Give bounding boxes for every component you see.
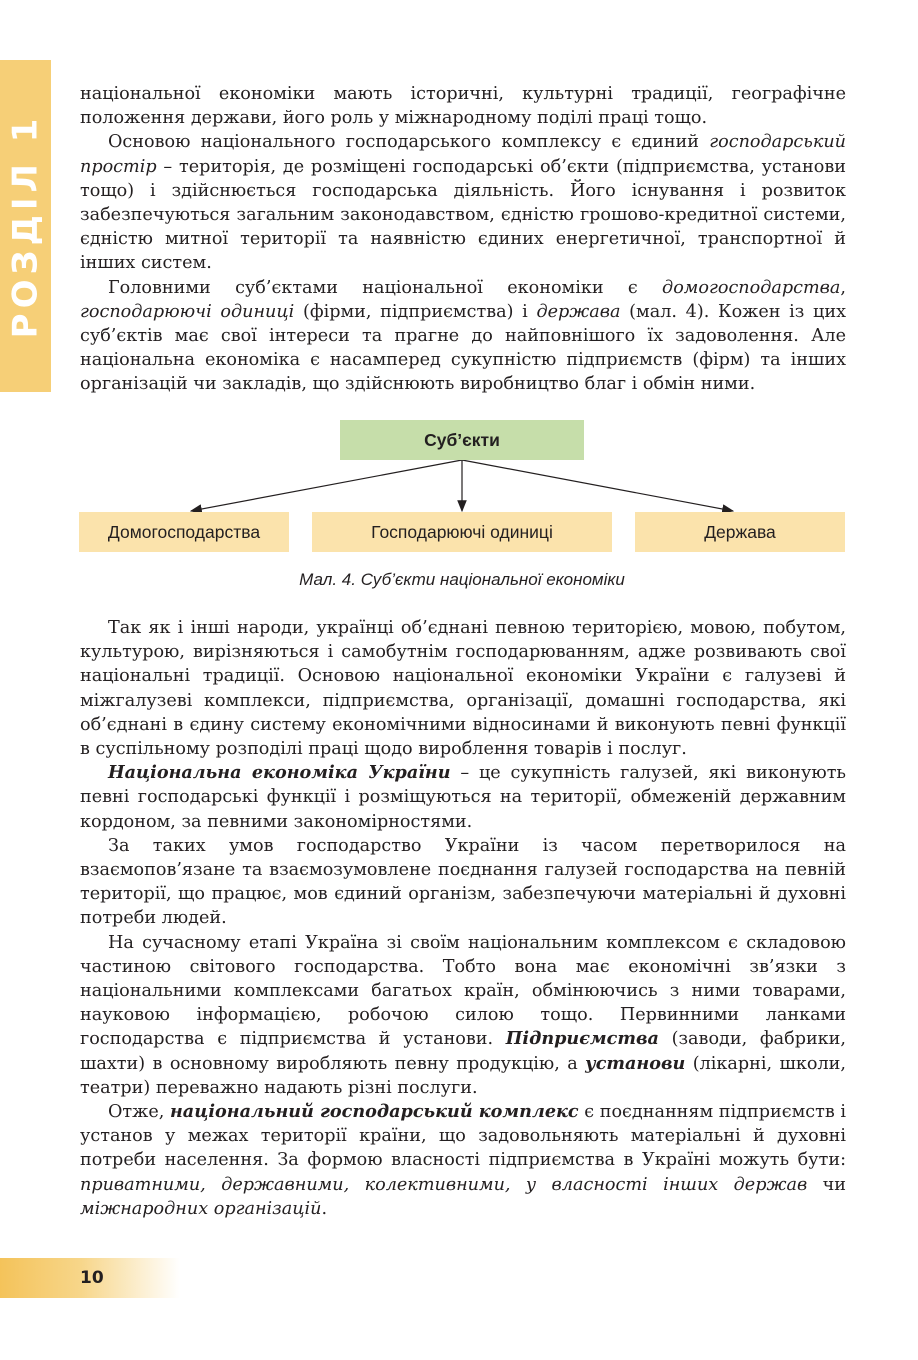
text-span: – територія, де розміщені господарські об’єкти (підприємства, установи тощо) і здійснюється господарська діяльність. Його існування і розвиток забезпечуються загальним законодавством, єдністю грошово-кредитної системи, єдністю митної території та наявністю єдиних енергетичної, транспортної й інших систем. [80, 156, 846, 274]
text-span: – це сукупність галузей, які виконують певні господарські функції і розміщуються на території, обмеженій державним кордоном, за певними закономірностями. [80, 763, 847, 832]
term-national-economy: Національна економіка України [108, 762, 451, 784]
text-span: Головними суб’єктами національної економіки є [108, 277, 663, 298]
paragraph-1: національної економіки мають історичні, культурні традиції, географічне положення держави, його роль у міжнародному поділі праці тощо. [80, 84, 846, 129]
section-tab-label-wrap [0, 60, 51, 392]
text-span: (заводи, фабрики, шахти) в основному виробляють певну продукцію, а [80, 1029, 846, 1074]
term-business-units: господарюючі одиниці [80, 301, 295, 322]
paragraph-7 [80, 931, 846, 1100]
figure-caption: Мал. 4. Суб’єкти національної економіки [299, 570, 625, 589]
diagram-box-households: Домогосподарства [79, 512, 289, 552]
diagram-box-state: Держава [635, 512, 845, 552]
paragraph-3 [80, 276, 846, 397]
page-number: 10 [80, 1268, 104, 1288]
arrow-to-state [462, 460, 733, 511]
text-block-bottom [80, 616, 846, 1221]
term-state: держава [536, 301, 621, 322]
text-span: чи [807, 1174, 846, 1195]
text-span: (мал. 4). Кожен із цих суб’єктів має свої інтереси та прагне до найповнішого їх задоволення. Але національна економіка є насамперед сукупністю підприємств (фірм) та інших організацій чи закладів, що здійснюють виробництво благ і обмін ними. [80, 301, 847, 395]
term-enterprises: Підприємства [505, 1028, 659, 1050]
text-block-top [80, 82, 846, 397]
paragraph-4: Так як і інші народи, українці об’єднані певною територією, мовою, побутом, культурою, вирізняються і самобутнім господарюванням, адже розвивають свої національні традиції. Основою національної економіки України є галузеві й міжгалузеві комплекси, підприємства, організації, домашні господарства, які об’єднані в єдину систему економічними відносинами й виконують певні функції в суспільному розподілі праці щодо вироблення товарів і послуг. [80, 618, 846, 760]
term-international-organizations: міжнародних організацій [80, 1198, 322, 1219]
section-tab-label: РОЗДІЛ 1 [5, 113, 46, 339]
term-national-economic-complex: національний господарський комплекс [169, 1101, 579, 1123]
text-span: На сучасному етапі Україна зі своїм національним комплексом є складовою частиною світового господарства. Тобто вона має економічні зв’язки з національними комплексами багатьох країн, обмінюючись з ними товарами, науковою інформацією, робочою силою тощо. Первинними ланками господарства є підприємства й установи. [80, 932, 846, 1050]
text-span: (лікарні, школи, театри) переважно надають різні послуги. [80, 1053, 846, 1098]
paragraph-8 [80, 1100, 846, 1221]
text-span: Отже, [108, 1102, 170, 1123]
term-institutions: установи [585, 1052, 686, 1074]
diagram-box-subjects: Суб’єкти [340, 420, 584, 460]
text-span: Основою національного господарського комплексу є єдиний [108, 132, 710, 153]
diagram-box-business-units: Господарюючі одиниці [312, 512, 612, 552]
arrow-to-households [191, 460, 462, 511]
paragraph-6: За таких умов господарство України із часом перетворилося на взаємопов’язане та взаємозумовлене поєднання галузей господарства на певній території, що працює, мов єдиний організм, забезпечуючи матеріальні й духовні потреби людей. [80, 835, 846, 929]
term-ownership-forms: приватними, державними, колективними, у власності інших держав [80, 1174, 808, 1195]
text-span: . [321, 1198, 328, 1219]
text-span: , [840, 277, 846, 298]
text-span: (фірми, підприємства) і [294, 301, 537, 322]
term-economic-space: господарський простір [80, 132, 846, 177]
paragraph-5 [80, 761, 846, 834]
text-span: є поєднанням підприємств і установ у межах території країни, що задовольняють матеріальні й духовні потреби населення. За формою власності підприємства в Україні можуть бути: [80, 1102, 846, 1171]
term-households: домогосподарства [662, 277, 841, 298]
paragraph-2 [80, 130, 846, 275]
figure-4-diagram [79, 420, 845, 596]
